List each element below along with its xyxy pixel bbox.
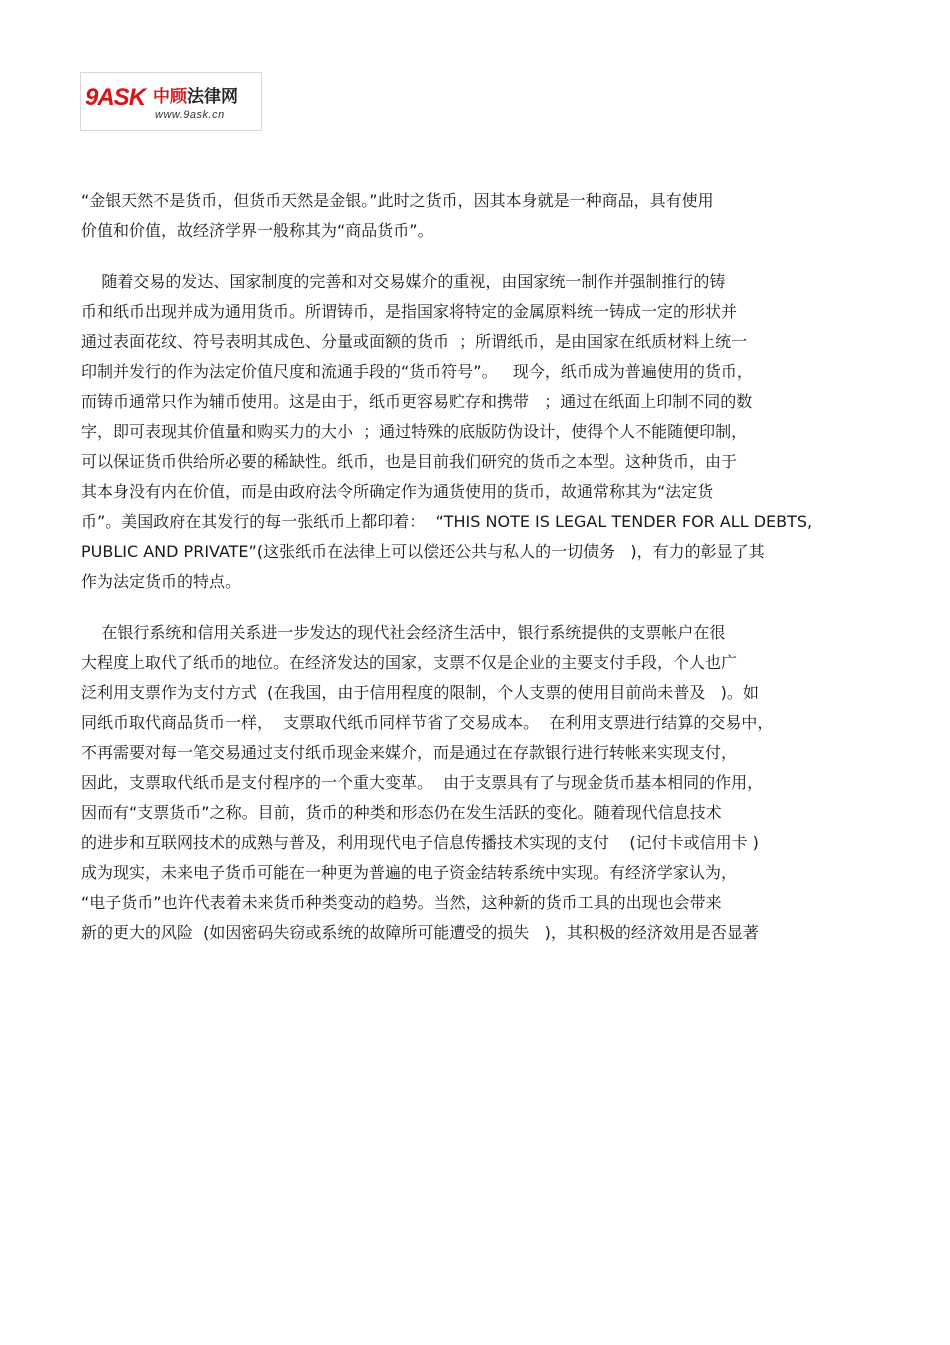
- logo-brand-mark: 9ASK: [85, 84, 146, 111]
- text-line: 可以保证货币供给所必要的稀缺性。纸币，也是目前我们研究的货币之本型。这种货币，由于: [81, 452, 738, 471]
- text-line: 新的更大的风险 (如因密码失窃或系统的故障所可能遭受的损失 )，其积极的经济效用是否显著: [81, 923, 759, 942]
- text-line: 字，即可表现其价值量和购买力的大小 ；通过特殊的底版防伪设计，使得个人不能随便印制，: [81, 422, 748, 441]
- text-line: 不再需要对每一笔交易通过支付纸币现金来媒介，而是通过在存款银行进行转帐来实现支付，: [81, 743, 738, 762]
- text-line: 的进步和互联网技术的成熟与普及，利用现代电子信息传播技术实现的支付 (记付卡或信用卡 ): [81, 833, 759, 852]
- text-line: 印制并发行的作为法定价值尺度和流通手段的“货币符号”。 现今，纸币成为普遍使用的货币，: [81, 362, 753, 381]
- text-line: “电子货币”也许代表着未来货币种类变动的趋势。当然，这种新的货币工具的出现也会带来: [81, 893, 722, 912]
- text-line: 作为法定货币的特点。: [81, 572, 242, 591]
- text-line: 成为现实，未来电子货币可能在一种更为普遍的电子资金结转系统中实现。有经济学家认为，: [81, 863, 738, 882]
- text-line: 因而有“支票货币”之称。目前，货币的种类和形态仍在发生活跃的变化。随着现代信息技术: [81, 803, 722, 822]
- paragraph: [81, 186, 871, 246]
- text-line: “金银天然不是货币，但货币天然是金银。”此时之货币，因其本身就是一种商品，具有使用: [81, 191, 714, 210]
- text-line: 其本身没有内在价值，而是由政府法令所确定作为通货使用的货币，故通常称其为“法定货: [81, 482, 714, 501]
- text-line: 随着交易的发达、国家制度的完善和对交易媒介的重视，由国家统一制作并强制推行的铸: [81, 272, 726, 291]
- logo-site-name: [153, 87, 238, 107]
- paragraph-gap: [81, 246, 871, 267]
- site-logo: [80, 72, 262, 131]
- text-line: 同纸币取代商品货币一样， 支票取代纸币同样节省了交易成本。 在利用支票进行结算的交易中，: [81, 713, 774, 732]
- text-line: 在银行系统和信用关系进一步发达的现代社会经济生活中，银行系统提供的支票帐户在很: [81, 623, 726, 642]
- text-line: 币和纸币出现并成为通用货币。所谓铸币，是指国家将特定的金属原料统一铸成一定的形状并: [81, 302, 738, 321]
- text-line: 币”。美国政府在其发行的每一张纸币上都印着： “THIS NOTE IS LEGAL TENDER FOR ALL DEBTS,: [81, 512, 813, 531]
- text-line: 大程度上取代了纸币的地位。在经济发达的国家，支票不仅是企业的主要支付手段，个人也广: [81, 653, 738, 672]
- text-line: 价值和价值，故经济学界一般称其为“商品货币”。: [81, 221, 434, 240]
- text-line: 而铸币通常只作为辅币使用。这是由于，纸币更容易贮存和携带 ；通过在纸面上印制不同的数: [81, 392, 753, 411]
- document-body: [81, 186, 871, 948]
- logo-site-name-dark: 法律网: [187, 87, 238, 107]
- paragraph: [81, 618, 871, 948]
- logo-url: www.9ask.cn: [155, 109, 225, 121]
- text-line: 通过表面花纹、符号表明其成色、分量或面额的货币 ；所谓纸币，是由国家在纸质材料上统一: [81, 332, 748, 351]
- logo-site-name-red: 中顾: [153, 87, 187, 107]
- paragraph: [81, 267, 871, 597]
- text-line: PUBLIC AND PRIVATE”(这张纸币在法律上可以偿还公共与私人的一切债务 )，有力的彰显了其: [81, 542, 765, 561]
- text-line: 因此，支票取代纸币是支付程序的一个重大变革。 由于支票具有了与现金货币基本相同的作用，: [81, 773, 764, 792]
- text-line: 泛利用支票作为支付方式 (在我国，由于信用程度的限制，个人支票的使用目前尚未普及 )。如: [81, 683, 759, 702]
- paragraph-gap: [81, 597, 871, 618]
